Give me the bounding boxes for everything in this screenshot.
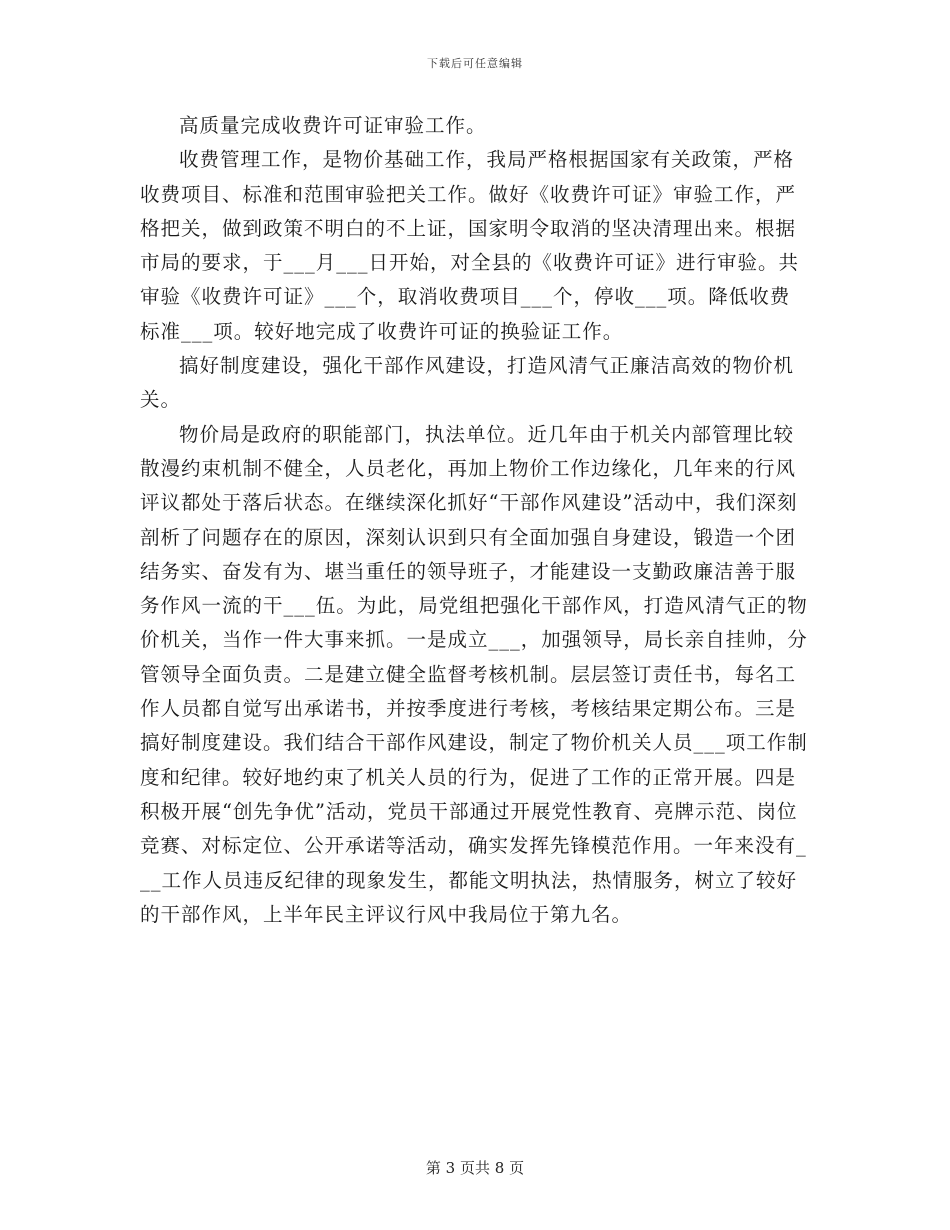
paragraph: 高质量完成收费许可证审验工作。 xyxy=(179,114,487,137)
paragraph: 物价局是政府的职能部门，执法单位。近几年由于机关内部管理比较散漫约束机制不健全，人员老化，再加上物价工作边缘化，几年来的行风评议都处于落后状态。在继续深化抓好“干部作风建设”活动中，我们深刻剖析了问题存在的原因，深刻认识到只有全面加强自身建设，锻造一个团结务实、奋发有为、堪当重任的领导班子，才能建设一支勤政廉洁善于服务作风一流的干___伍。为此，局党组把强化干部作风，打造风清气正的物价机关，当作一件大事来抓。一是成立___，加强领导，局长亲自挂帅，分管领导全面负责。二是建立健全监督考核机制。层层签订责任书，每名工作人员都自觉写出承诺书，并按季度进行考核，考核结果定期公布。三是搞好制度建设。我们结合干部作风建设，制定了物价机关人员___项工作制度和纪律。较好地约束了机关人员的行为，促进了工作的正常开展。四是积极开展“创先争优”活动，党员干部通过开展党性教育、亮牌示范、岗位竞赛、对标定位、公开承诺等活动，确实发挥先锋模范作用。一年来没有___工作人员违反纪律的现象发生，都能文明执法，热情服务，树立了较好的干部作风，上半年民主评议行风中我局位于第九名。 xyxy=(140,422,808,926)
page-number-footer: 第 3 页共 8 页 xyxy=(425,1159,525,1177)
paragraph: 收费管理工作，是物价基础工作，我局严格根据国家有关政策，严格收费项目、标准和范围审验把关工作。做好《收费许可证》审验工作，严格把关，做到政策不明白的不上证，国家明令取消的坚决清理出来。根据市局的要求，于___月___日开始，对全县的《收费许可证》进行审验。共审验《收费许可证》___个，取消收费项目___个，停收___项。降低收费标准___项。较好地完成了收费许可证的换验证工作。 xyxy=(140,148,800,343)
paragraph: 搞好制度建设，强化干部作风建设，打造风清气正廉洁高效的物价机关。 xyxy=(140,354,795,412)
page-header: 下载后可任意编辑 xyxy=(427,57,523,70)
document-body xyxy=(140,109,810,932)
